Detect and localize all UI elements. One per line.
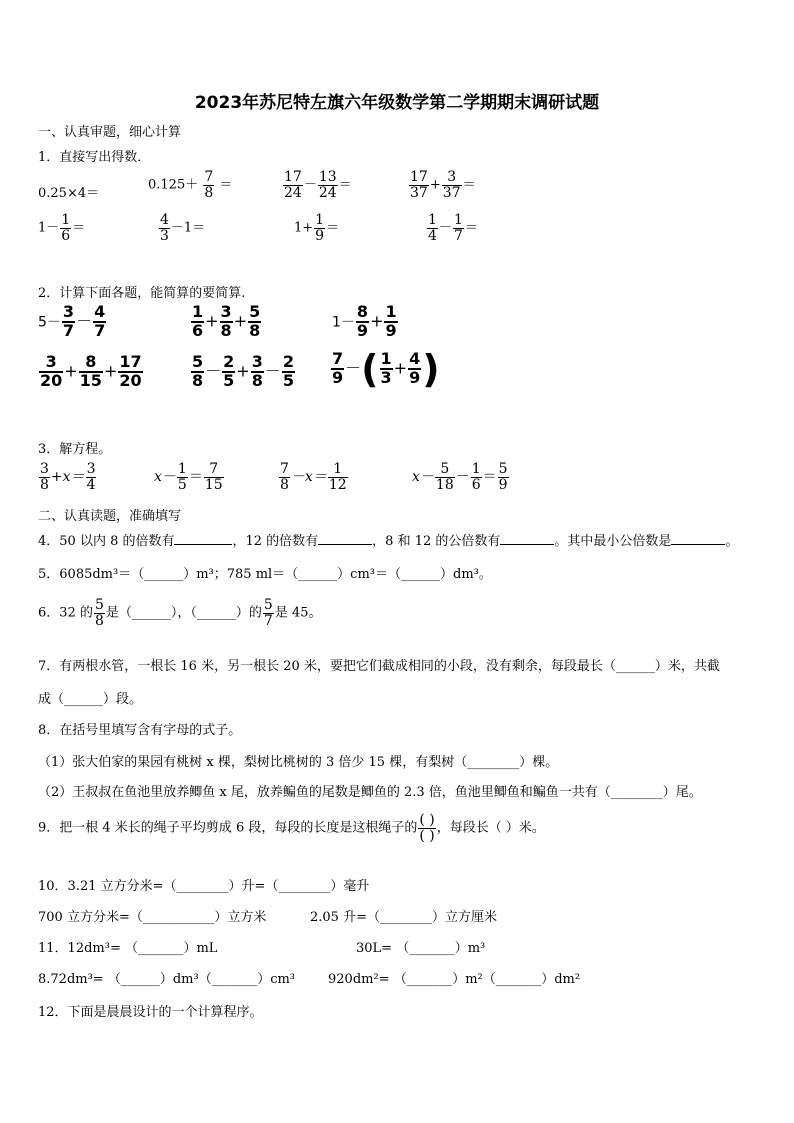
blank bbox=[671, 532, 725, 545]
q11-line-1a: 11．12dm³= （_______）mL bbox=[38, 941, 218, 956]
page-title: 2023年苏尼特左旗六年级数学第二学期期末调研试题 bbox=[194, 93, 600, 113]
q2-expr-2: $\frac{1}{6}$ + $\frac{3}{8}$ + $\frac{5}{8}$ bbox=[192, 302, 261, 340]
fraction: $\frac{17}{20}$ bbox=[119, 352, 142, 390]
fraction: $\frac{1}{9}$ bbox=[385, 302, 397, 340]
q3-eq-3: $\frac{7}{8}$ －x＝ $\frac{1}{12}$ bbox=[280, 461, 347, 493]
q2-expr-5: $\frac{5}{8}$ － $\frac{2}{5}$ + $\frac{3}{8}$ － $\frac{2}{5}$ bbox=[192, 352, 294, 390]
fraction: $\frac{5}{8}$ bbox=[249, 302, 261, 340]
fraction: $\frac{2}{5}$ bbox=[223, 352, 235, 390]
fraction: $\frac{4}{7}$ bbox=[94, 302, 106, 340]
q9: 9．把一根 4 米长的绳子平均剪成 6 段，每段的长度是这根绳子的 $\frac{( )}{( )}$ ，每段长（ ）米。 bbox=[38, 812, 545, 844]
fraction: $\frac{1}{6}$ bbox=[192, 302, 204, 340]
q1-r2-c: 1+ $\frac{1}{9}$ ＝ bbox=[294, 212, 340, 244]
q1-r1-b: 0.125＋ $\frac{7}{8}$ ＝ bbox=[148, 169, 233, 201]
fraction: $\frac{1}{6}$ bbox=[61, 212, 71, 244]
q1-r2-d: $\frac{1}{4}$ － $\frac{1}{7}$ ＝ bbox=[428, 212, 478, 244]
q2-label: 2．计算下面各题，能简算的要简算. bbox=[38, 286, 246, 301]
q3-eq-2: x－ $\frac{1}{5}$ ＝ $\frac{7}{15}$ bbox=[154, 461, 223, 493]
blank bbox=[500, 532, 554, 545]
fraction: $\frac{7}{8}$ bbox=[204, 169, 214, 201]
q2-expr-4: $\frac{3}{20}$ + $\frac{8}{15}$ + $\frac{17}{20}$ bbox=[40, 352, 142, 390]
fraction: $\frac{7}{15}$ bbox=[204, 461, 223, 493]
section-1-heading: 一、认真审题，细心计算 bbox=[38, 125, 182, 140]
q8-item-2: （2）王叔叔在鱼池里放养鲫鱼 x 尾，放养鳊鱼的尾数是鲫鱼的 2.3 倍，鱼池里鲫鱼和鳊鱼一共有（________）尾。 bbox=[38, 785, 702, 800]
fraction: $\frac{4}{3}$ bbox=[160, 212, 169, 244]
fraction: $\frac{1}{7}$ bbox=[453, 212, 463, 244]
fraction: $\frac{13}{24}$ bbox=[318, 169, 337, 201]
fraction: $\frac{1}{6}$ bbox=[471, 461, 481, 493]
q11-line-2b: 920dm²= （_______）m²（_______）dm² bbox=[328, 972, 581, 987]
q12: 12．下面是晨晨设计的一个计算程序。 bbox=[38, 1005, 263, 1020]
fraction: $\frac{3}{7}$ bbox=[62, 302, 75, 340]
q1-label: 1．直接写出得数． bbox=[38, 150, 151, 165]
q11-line-1b: 30L= （_______）m³ bbox=[356, 941, 486, 956]
fraction: $\frac{5}{18}$ bbox=[435, 461, 454, 493]
fraction: $\frac{8}{15}$ bbox=[79, 352, 102, 390]
section-2-heading: 二、认真读题，准确填写 bbox=[38, 509, 182, 524]
fraction: $\frac{2}{5}$ bbox=[282, 352, 294, 390]
fraction: $\frac{5}{8}$ bbox=[94, 597, 104, 629]
fraction: $\frac{1}{12}$ bbox=[328, 461, 347, 493]
fraction: $\frac{5}{7}$ bbox=[263, 597, 273, 629]
blank bbox=[174, 532, 232, 545]
q2-expr-3: 1－ $\frac{8}{9}$ + $\frac{1}{9}$ bbox=[332, 302, 397, 340]
fraction: $\frac{3}{8}$ bbox=[251, 352, 263, 390]
fraction: $\frac{5}{9}$ bbox=[498, 461, 508, 493]
q1-r2-b: $\frac{4}{3}$ －1＝ bbox=[160, 212, 206, 244]
fraction: $\frac{1}{3}$ bbox=[380, 349, 392, 387]
q2-expr-6: $\frac{7}{9}$ －( $\frac{1}{3}$ + $\frac{4}{9}$ ) bbox=[332, 347, 440, 391]
fraction: $\frac{7}{8}$ bbox=[280, 461, 289, 493]
fraction: $\frac{( )}{( )}$ bbox=[419, 812, 435, 844]
q1-r1-c: $\frac{17}{24}$ － $\frac{13}{24}$ ＝ bbox=[284, 169, 352, 201]
q3-eq-1: $\frac{3}{8}$ +x＝ $\frac{3}{4}$ bbox=[40, 461, 96, 493]
q7-line-1: 7．有两根水管，一根长 16 米，另一根长 20 米，要把它们截成相同的小段，没有剩余，每段最长（______）米，共截 bbox=[38, 659, 720, 674]
fraction: $\frac{1}{4}$ bbox=[428, 212, 437, 244]
q3-eq-4: x－ $\frac{5}{18}$ － $\frac{1}{6}$ ＝ $\frac{5}{9}$ bbox=[412, 461, 508, 493]
fraction: $\frac{3}{8}$ bbox=[220, 302, 232, 340]
q10-line-1: 10．3.21 立方分米=（________）升=（________）毫升 bbox=[38, 879, 370, 894]
fraction: $\frac{7}{9}$ bbox=[332, 349, 344, 387]
fraction: $\frac{4}{9}$ bbox=[409, 349, 421, 387]
fraction: $\frac{17}{24}$ bbox=[284, 169, 302, 201]
q5: 5．6085dm³＝（______）m³；785 ml＝（______）cm³＝（______）dm³。 bbox=[38, 567, 492, 582]
q10-line-2a: 700 立方分米=（___________）立方米 bbox=[38, 910, 267, 925]
fraction: $\frac{3}{20}$ bbox=[40, 352, 63, 390]
fraction: $\frac{1}{5}$ bbox=[177, 461, 187, 493]
q3-label: 3．解方程。 bbox=[38, 442, 112, 457]
q4: 4．50 以内 8 的倍数有 ，12 的倍数有 ，8 和 12 的公倍数有 。其中最小公倍数是 。 bbox=[38, 534, 739, 549]
fraction: $\frac{3}{37}$ bbox=[442, 169, 461, 201]
q1-r1-d: $\frac{17}{37}$ + $\frac{3}{37}$ ＝ bbox=[410, 169, 476, 201]
fraction: $\frac{17}{37}$ bbox=[410, 169, 428, 201]
fraction: $\frac{5}{8}$ bbox=[192, 352, 204, 390]
q8-item-1: （1）张大伯家的果园有桃树 x 棵，梨树比桃树的 3 倍少 15 棵，有梨树（________）棵。 bbox=[38, 755, 559, 770]
fraction: $\frac{3}{4}$ bbox=[86, 461, 96, 493]
q1-r2-a: 1－ $\frac{1}{6}$ ＝ bbox=[38, 212, 86, 244]
blank bbox=[318, 532, 372, 545]
q10-line-2b: 2.05 升=（________）立方厘米 bbox=[310, 910, 497, 925]
q6: 6．32 的 $\frac{5}{8}$ 是（______），（______）的 $\frac{5}{7}$ 是 45。 bbox=[38, 597, 322, 629]
fraction: $\frac{8}{9}$ bbox=[356, 302, 369, 340]
q1-r1-a: 0.25×4＝ bbox=[38, 186, 100, 201]
fraction: $\frac{3}{8}$ bbox=[40, 461, 49, 493]
q7-line-2: 成（______）段。 bbox=[38, 692, 143, 707]
q2-expr-1: 5－ $\frac{3}{7}$ － $\frac{4}{7}$ bbox=[38, 302, 106, 340]
q8-label: 8．在括号里填写含有字母的式子。 bbox=[38, 723, 242, 738]
fraction: $\frac{1}{9}$ bbox=[315, 212, 325, 244]
q11-line-2a: 8.72dm³= （______）dm³（_______）cm³ bbox=[38, 972, 296, 987]
